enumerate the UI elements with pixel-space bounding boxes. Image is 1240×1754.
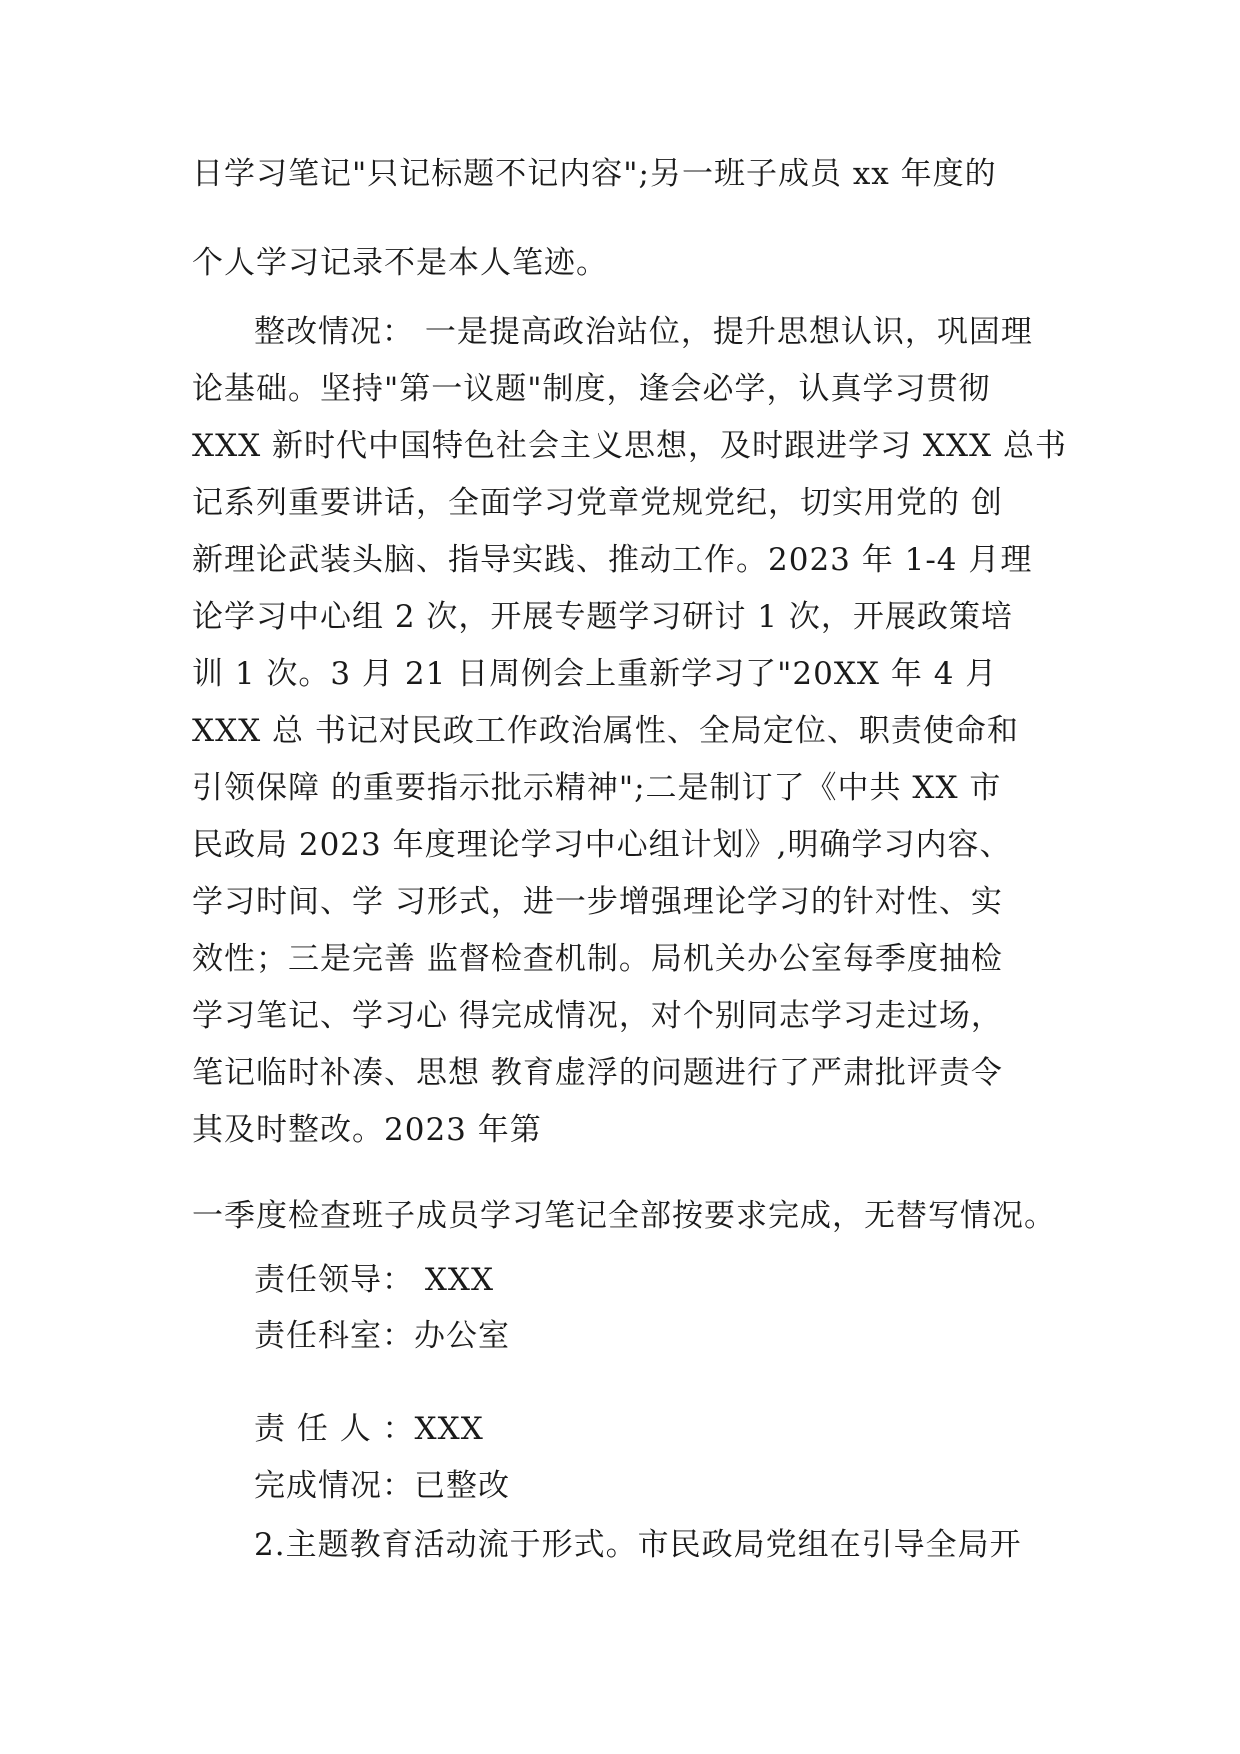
text-line: 学习时间、学 习形式，进一步增强理论学习的针对性、实: [192, 884, 1003, 920]
text-line: 民政局 2023 年度理论学习中心组计划》,明确学习内容、: [192, 827, 1012, 863]
text-line: XXX 总 书记对民政工作政治属性、全局定位、职责使命和: [192, 713, 1019, 749]
text-line: XXX 新时代中国特色社会主义思想，及时跟进学习 XXX 总书: [192, 428, 1067, 464]
text-line: 个人学习记录不是本人笔迹。: [192, 245, 608, 281]
text-line: 效性；三是完善 监督检查机制。局机关办公室每季度抽检: [192, 941, 1003, 977]
text-line: 引领保障 的重要指示批示精神";二是制订了《中共 XX 市: [192, 770, 1002, 806]
responsible-leader: 责任领导： XXX: [254, 1262, 495, 1298]
text-line: 其及时整改。2023 年第: [192, 1112, 542, 1148]
text-line: 笔记临时补凑、思想 教育虚浮的问题进行了严肃批评责令: [192, 1055, 1003, 1091]
text-line: 学习笔记、学习心 得完成情况，对个别同志学习走过场，: [192, 998, 1003, 1034]
text-line: 论学习中心组 2 次，开展专题学习研讨 1 次，开展政策培: [192, 599, 1013, 635]
numbered-item: 2.主题教育活动流于形式。市民政局党组在引导全局开: [254, 1527, 1022, 1563]
section-heading-line: 整改情况： 一是提高政治站位，提升思想认识，巩固理: [254, 314, 1033, 350]
responsible-department: 责任科室：办公室: [254, 1318, 510, 1354]
text-line: 新理论武装头脑、指导实践、推动工作。2023 年 1-4 月理: [192, 542, 1033, 578]
text-line: 论基础。坚持"第一议题"制度，逢会必学，认真学习贯彻: [192, 371, 991, 407]
text-line: 训 1 次。3 月 21 日周例会上重新学习了"20XX 年 4 月: [192, 656, 998, 692]
text-line: 日学习笔记"只记标题不记内容";另一班子成员 xx 年度的: [192, 156, 997, 192]
responsible-person: 责 任 人 ：XXX: [254, 1411, 484, 1447]
text-line: 记系列重要讲话，全面学习党章党规党纪，切实用党的 创: [192, 485, 1003, 521]
text-line: 一季度检查班子成员学习笔记全部按要求完成，无替写情况。: [192, 1198, 1056, 1234]
completion-status: 完成情况：已整改: [254, 1468, 510, 1504]
